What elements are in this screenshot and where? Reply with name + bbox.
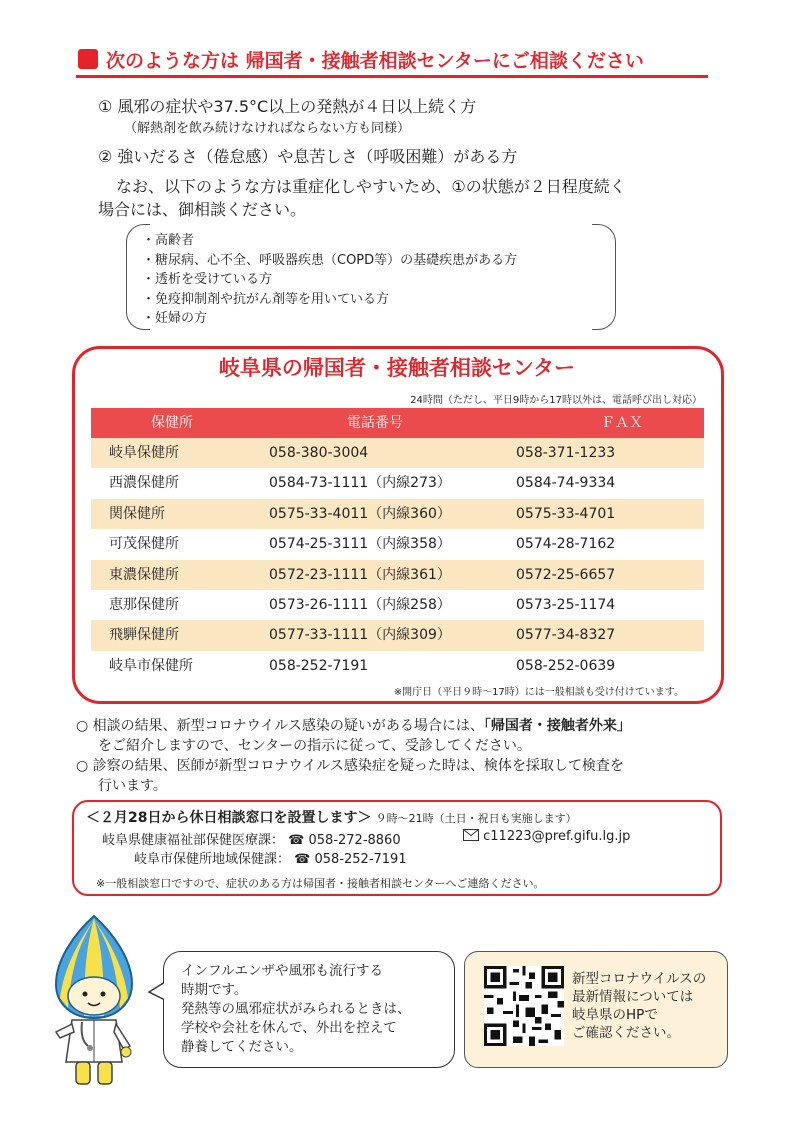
fax-number: 0573-25-1174 — [516, 596, 616, 613]
table-row — [91, 560, 704, 590]
note-1-text: ○ 相談の結果、新型コロナウイルス感染の疑いがある場合には、 — [76, 718, 484, 734]
qr-line: 最新情報については — [572, 989, 694, 1005]
list-item: ・糖尿病、心不全、呼吸器疾患（COPD等）の基礎疾患がある方 — [142, 252, 518, 268]
phone-number: 0573-26-1111（内線258） — [269, 596, 451, 613]
holiday-header — [86, 807, 577, 827]
office-name: 関保健所 — [109, 505, 165, 522]
note-2-continuation: 行います。 — [98, 778, 167, 794]
phone-number: 0572-23-1111（内線361） — [269, 566, 451, 583]
red-square-icon — [78, 49, 98, 69]
note-1-emphasis: 「帰国者・接触者外来」 — [483, 718, 631, 734]
fax-number: 0572-25-6657 — [516, 566, 616, 583]
holiday-email — [463, 829, 630, 844]
list-item: ・高齢者 — [142, 233, 195, 248]
phone-1: 058-272-8860 — [308, 833, 401, 848]
holiday-hours: ９時～21時（土日・祝日も実施します） — [375, 812, 577, 825]
office-name: 西濃保健所 — [109, 475, 179, 492]
list-item: ・免疫抑制剤や抗がん剤等を用いている方 — [142, 291, 390, 307]
bubble-line: 静養してください。 — [181, 1039, 303, 1055]
header-office: 保健所 — [151, 415, 193, 431]
mascot-doctor-icon — [38, 912, 150, 1092]
table-row — [91, 438, 704, 468]
office-name: 岐阜保健所 — [109, 445, 179, 461]
table-row — [91, 620, 704, 650]
qr-line: 新型コロナウイルスの — [572, 971, 707, 987]
holiday-title: ＜２月28日から休日相談窓口を設置します＞ — [86, 810, 372, 826]
bubble-line: 時期です。 — [181, 982, 248, 998]
condition-1-note: （解熱剤を飲み続けなければならない方も同様） — [124, 121, 411, 136]
list-item: ・透析を受けている方 — [142, 272, 273, 287]
fax-number: 0577-34-8327 — [516, 627, 616, 644]
bubble-text — [181, 962, 411, 1057]
bubble-line: 発熱等の風邪症状がみられるときは、 — [181, 1001, 411, 1017]
fax-number: 058-371-1233 — [516, 445, 616, 461]
phone-2: 058-252-7191 — [314, 852, 407, 867]
phone-number: 058-252-7191 — [269, 657, 369, 674]
table-header — [91, 408, 704, 438]
center-title: 岐阜県の帰国者・接触者相談センター — [218, 356, 576, 380]
phone-number: 0575-33-4011（内線360） — [269, 505, 451, 522]
email-address[interactable]: c11223@pref.gifu.lg.jp — [483, 829, 631, 844]
phone-number: 0577-33-1111（内線309） — [269, 627, 451, 644]
table-row — [91, 529, 704, 559]
page-title: 次のような方は 帰国者・接触者相談センターにご相談ください — [106, 50, 644, 72]
speech-bubble-tail — [147, 980, 167, 1002]
phone-icon: ☎ — [288, 833, 305, 848]
holiday-note: ※一般相談窓口ですので、症状のある方は帰国者・接触者相談センターへご連絡ください。 — [96, 877, 545, 890]
table-row — [91, 468, 704, 498]
condition-2: ② 強いだるさ（倦怠感）や息苦しさ（呼吸困難）がある方 — [98, 147, 518, 166]
table-row — [91, 590, 704, 620]
contact-table — [91, 408, 704, 681]
header-fax: ＦＡＸ — [601, 415, 643, 431]
header-rule — [76, 75, 708, 78]
holiday-contact-1 — [102, 829, 401, 848]
qr-info-text — [572, 970, 706, 1042]
phone-number: 058-380-3004 — [269, 445, 369, 461]
bubble-line: 学校や会社を休んで、外出を控えて — [181, 1020, 397, 1036]
risk-group-list — [142, 231, 517, 329]
fax-number: 0574-28-7162 — [516, 536, 616, 553]
mail-icon — [463, 829, 479, 841]
consultation-notes — [76, 716, 631, 796]
phone-number: 0574-25-3111（内線358） — [269, 536, 451, 553]
severity-note-line2: 場合には、御相談ください。 — [98, 200, 307, 219]
note-2-text: ○ 診察の結果、医師が新型コロナウイルス感染症を疑った時は、検体を採取して検査を — [76, 758, 624, 774]
qr-line: ご確認ください。 — [572, 1025, 680, 1041]
bubble-line: インフルエンザや風邪も流行する — [181, 963, 383, 979]
fax-number: 0575-33-4701 — [516, 505, 616, 522]
center-hours: 24時間（ただし、平日9時から17時以外は、電話呼び出し対応） — [410, 395, 702, 406]
dept-1-name: 岐阜県健康福祉部保健医療課： — [102, 833, 285, 848]
table-row — [91, 499, 704, 529]
section-header — [76, 46, 708, 80]
qr-code-icon[interactable] — [484, 966, 564, 1046]
phone-icon: ☎ — [294, 852, 311, 867]
header-phone: 電話番号 — [347, 415, 403, 431]
fax-number: 0584-74-9334 — [516, 475, 616, 492]
office-name: 岐阜市保健所 — [109, 657, 193, 674]
phone-number: 0584-73-1111（内線273） — [269, 475, 451, 492]
note-1-continuation: をご紹介しますので、センターの指示に従って、受診してください。 — [98, 738, 531, 754]
bracket-gap-top — [150, 222, 592, 226]
severity-note-line1: なお、以下のような方は重症化しやすいため、①の状態が２日程度続く — [116, 177, 626, 196]
list-item: ・妊婦の方 — [142, 311, 208, 326]
condition-1: ① 風邪の症状や37.5°C以上の発熱が４日以上続く方 — [98, 97, 477, 116]
dept-2-name: 岐阜市保健所地域保健課： — [134, 852, 291, 867]
table-row — [91, 651, 704, 681]
qr-line: 岐阜県のHPで — [572, 1007, 658, 1023]
office-name: 飛騨保健所 — [109, 627, 179, 644]
center-footnote: ※開庁日（平日９時～17時）には一般相談も受け付けています。 — [393, 687, 684, 698]
office-name: 可茂保健所 — [109, 536, 179, 553]
office-name: 東濃保健所 — [109, 566, 179, 583]
fax-number: 058-252-0639 — [516, 657, 616, 674]
office-name: 恵那保健所 — [109, 596, 179, 613]
holiday-contact-2 — [134, 848, 407, 867]
